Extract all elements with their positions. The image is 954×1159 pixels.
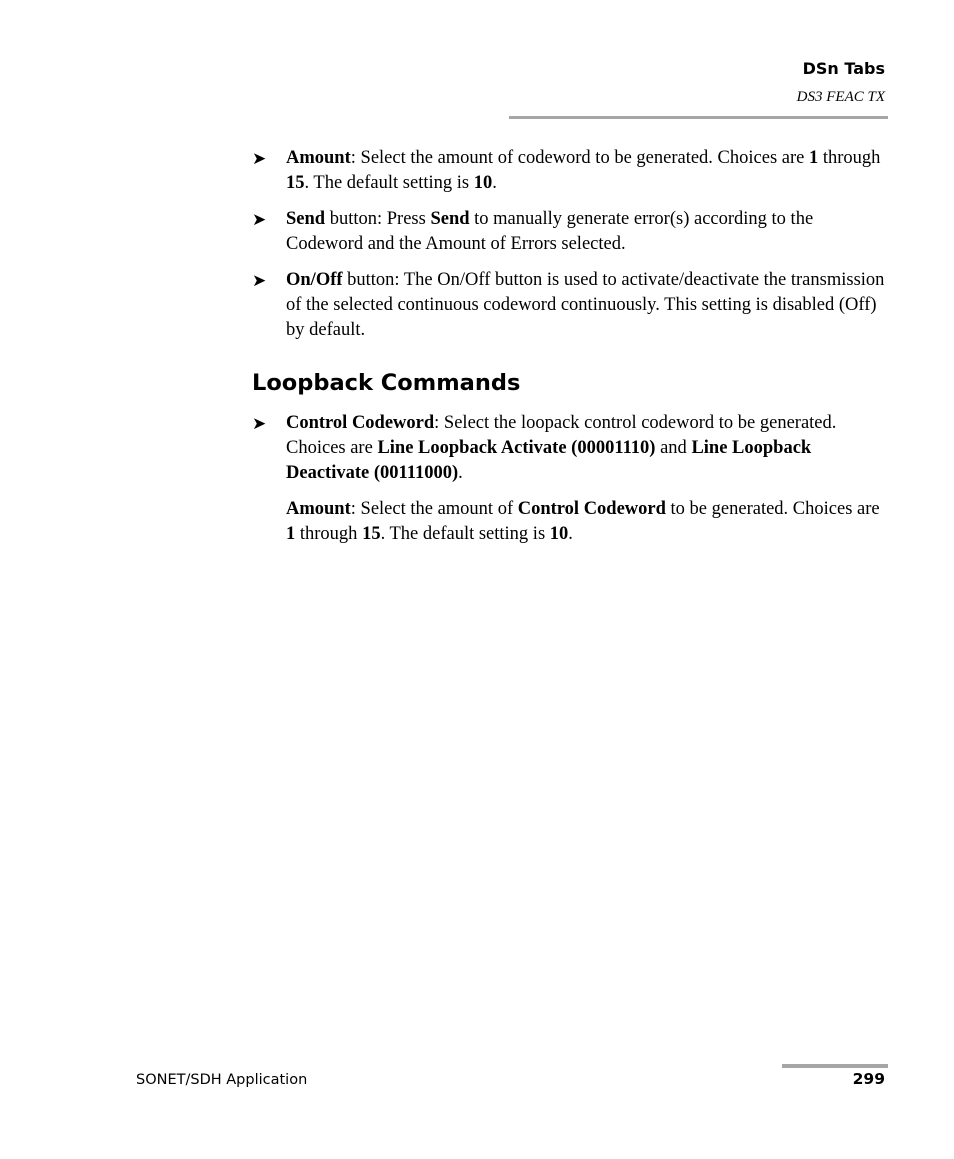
bullet-send xyxy=(252,207,892,257)
bullet-amount xyxy=(252,146,892,196)
body-text: . xyxy=(568,524,573,544)
term-label: Send xyxy=(430,209,470,229)
running-header xyxy=(797,58,885,107)
body-text: : Select the amount of xyxy=(350,499,518,519)
term-label: Amount xyxy=(286,148,351,168)
arrowhead-bullet-icon: ➤ xyxy=(252,271,267,291)
value: 15 xyxy=(286,173,305,193)
footer-document-title: SONET/SDH Application xyxy=(136,1072,308,1088)
option-label: Line Loopback Activate (00001110) xyxy=(377,438,656,458)
option-label: Line Loopback Deactivate (00111000) xyxy=(286,438,812,483)
body-text: . xyxy=(458,463,463,483)
term-label: On/Off xyxy=(286,270,343,290)
arrowhead-bullet-icon: ➤ xyxy=(252,414,267,434)
bullet-on-off xyxy=(252,268,892,343)
term-label: Send xyxy=(286,209,326,229)
term-label: Control Codeword xyxy=(517,499,666,519)
body-text: to manually generate error(s) according to the Codeword and the Amount of Errors selected. xyxy=(286,209,814,254)
page-body xyxy=(252,146,892,558)
section-heading: Loopback Commands xyxy=(252,370,521,396)
arrowhead-bullet-icon: ➤ xyxy=(252,149,267,169)
body-text: through xyxy=(818,148,881,168)
value: 1 xyxy=(286,524,296,544)
body-text: to be generated. Choices are xyxy=(665,499,880,519)
body-text: . xyxy=(492,173,497,193)
header-divider xyxy=(509,116,888,119)
section-subtitle: DS3 FEAC TX xyxy=(796,89,885,105)
body-text: and xyxy=(655,438,692,458)
body-text: button: Press xyxy=(325,209,431,229)
value: 10 xyxy=(473,173,493,193)
paragraph-amount xyxy=(252,497,892,547)
value: 10 xyxy=(549,524,569,544)
term-label: Control Codeword xyxy=(286,413,435,433)
value: 15 xyxy=(362,524,381,544)
body-text: : Select the loopack control codeword to be generated. Choices are xyxy=(286,413,837,458)
value: 1 xyxy=(808,148,819,168)
body-text: . The default setting is xyxy=(304,173,474,193)
body-text: : Select the amount of codeword to be generated. Choices are xyxy=(350,148,809,168)
term-label: Amount xyxy=(286,499,351,519)
arrowhead-bullet-icon: ➤ xyxy=(252,210,267,230)
body-text: button: The On/Off button is used to activate/deactivate the transmission of the selected continuous codeword continuously. This setting is disabled (Off) by default. xyxy=(286,270,885,340)
chapter-title: DSn Tabs xyxy=(802,59,885,78)
bullet-control-codeword xyxy=(252,411,892,486)
page-number: 299 xyxy=(852,1070,885,1088)
body-text: through xyxy=(295,524,363,544)
body-text: . The default setting is xyxy=(380,524,550,544)
